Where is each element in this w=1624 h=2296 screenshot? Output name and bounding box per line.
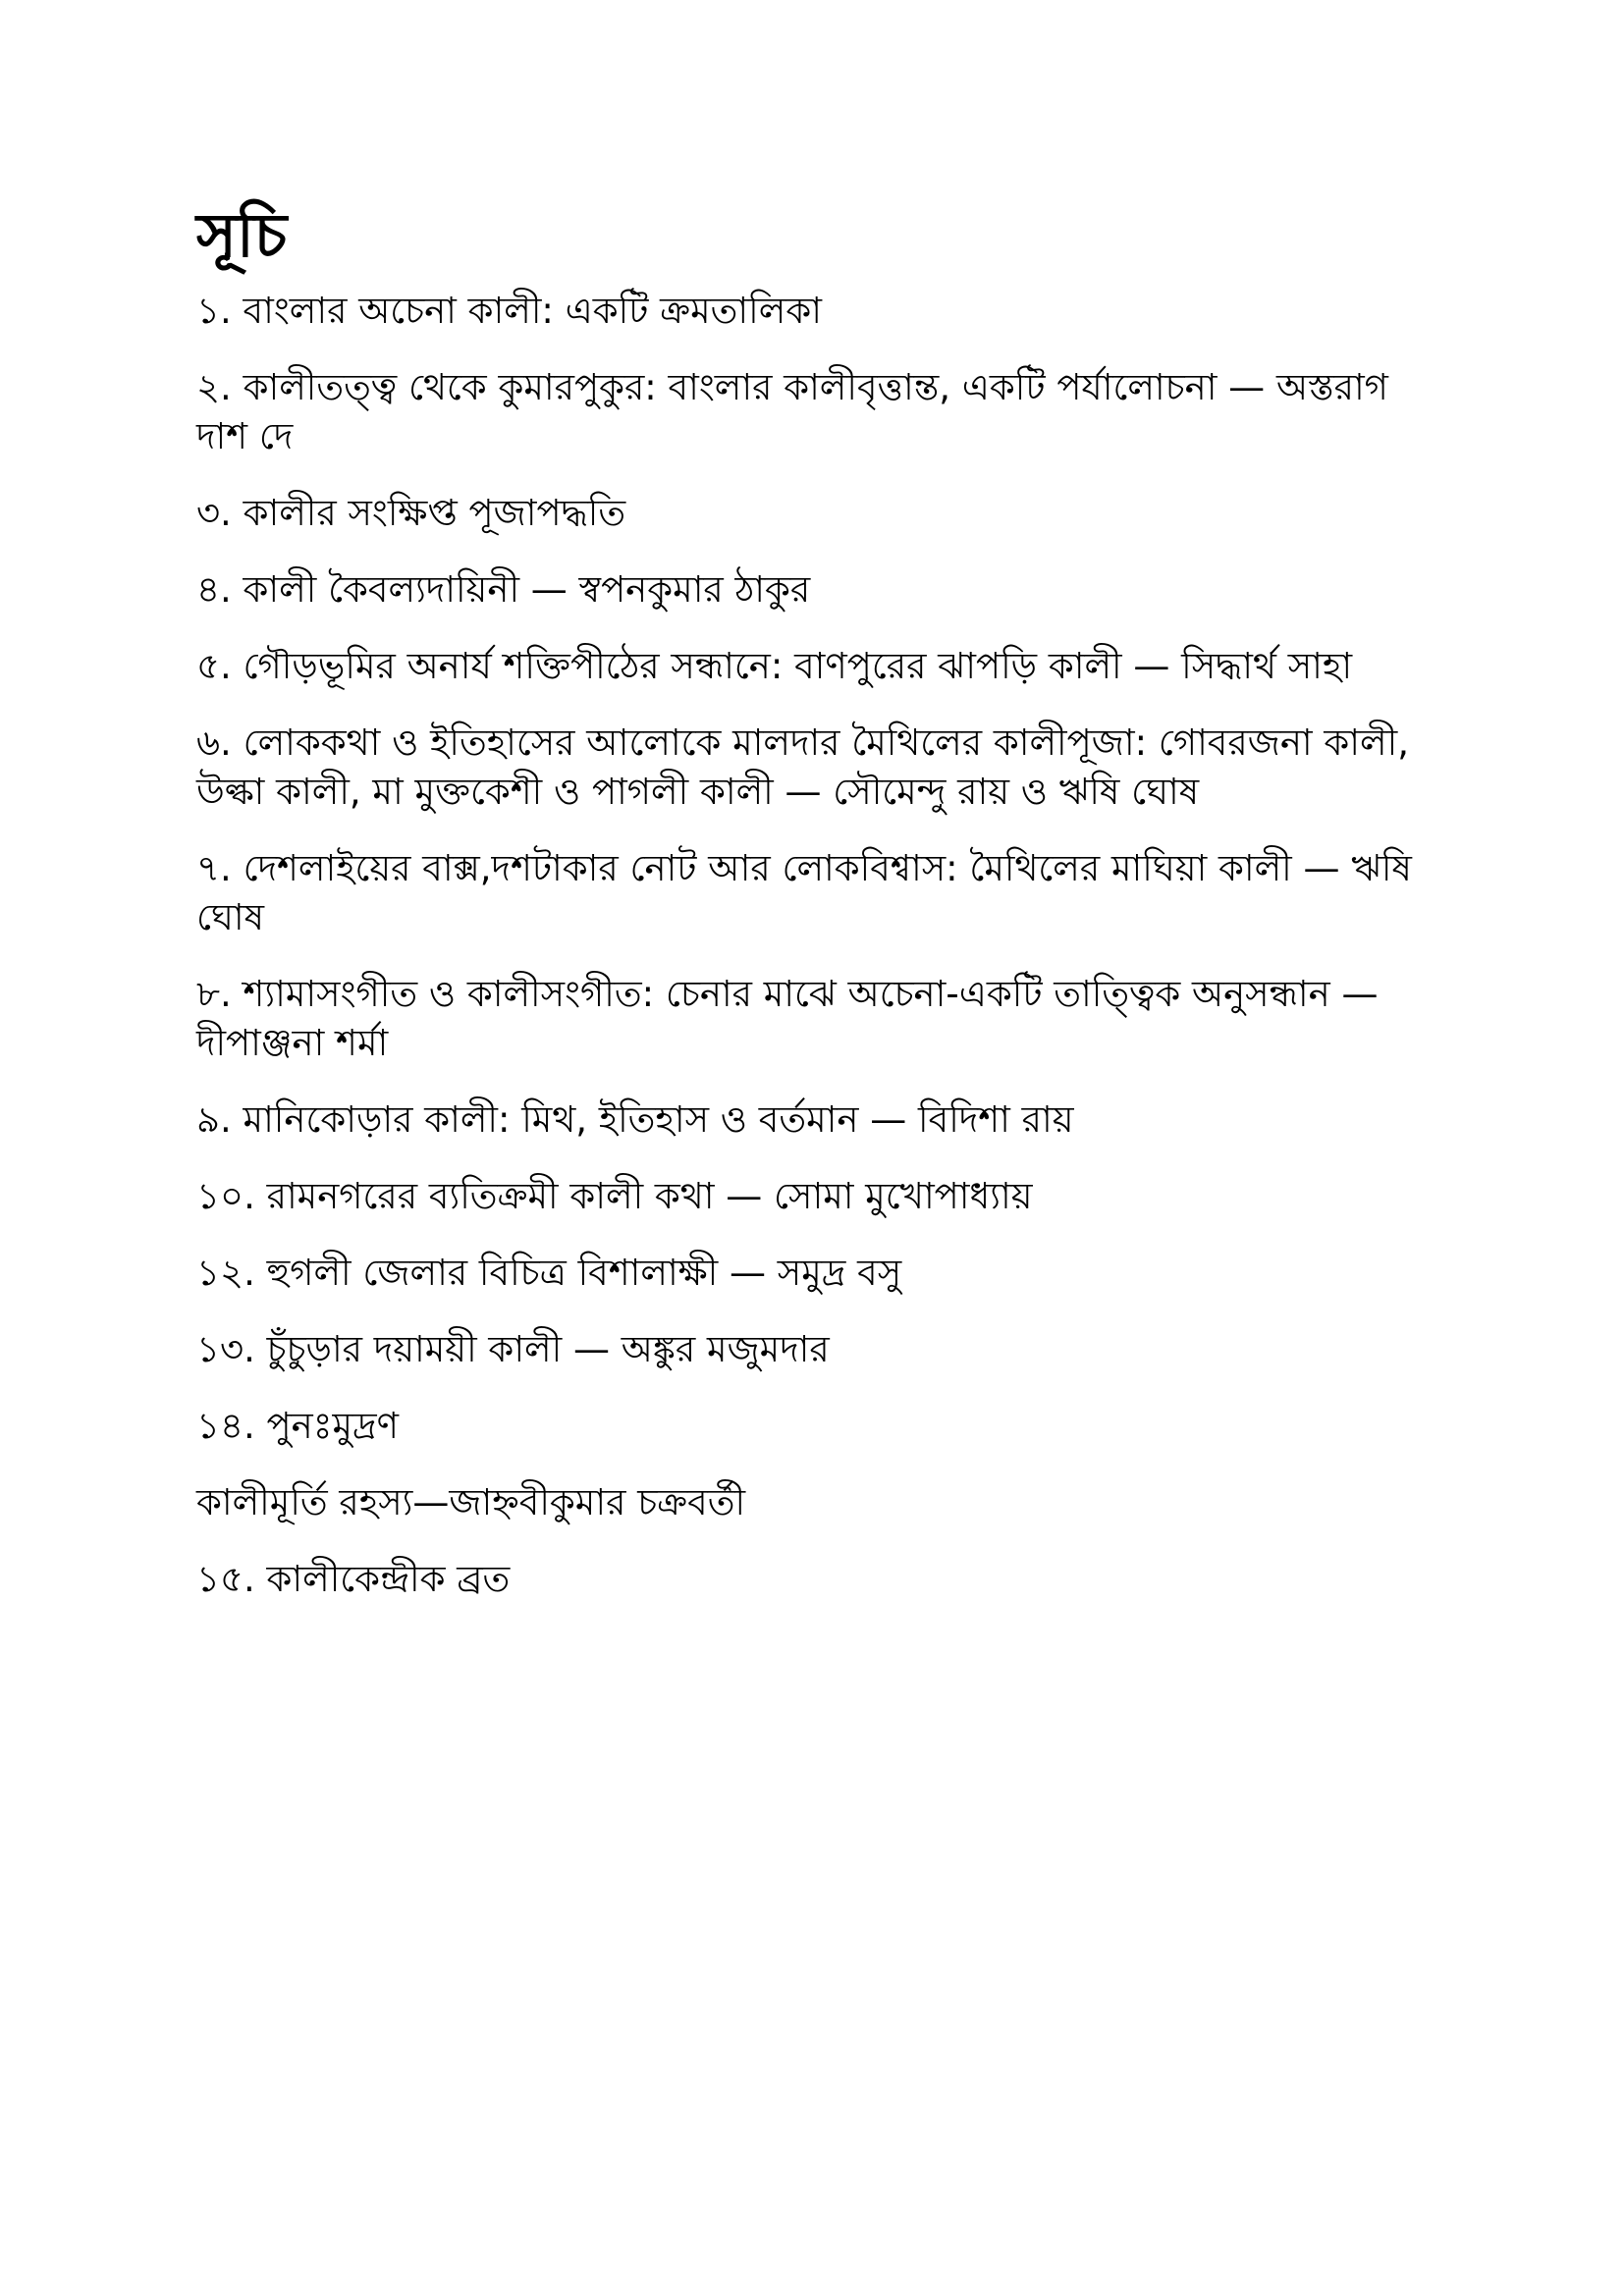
toc-entry-14: ১৪. পুনঃমুদ্রণ (196, 1405, 399, 1447)
toc-title: সূচি (196, 199, 288, 271)
toc-entry-2: ২. কালীতত্ত্ব থেকে কুমারপুকুর: বাংলার কালীবৃত্তান্ত, একটি পর্যালোচনা — অস্তরাগ দাশ দে (196, 366, 1388, 457)
toc-entry-5: ৫. গৌড়ভূমির অনার্য শক্তিপীঠের সন্ধানে: বাণপুরের ঝাপড়ি কালী — সিদ্ধার্থ সাহা (196, 645, 1353, 687)
toc-entry-7: ৭. দেশলাইয়ের বাক্স,দশটাকার নোট আর লোকবিশ্বাস: মৈথিলের মাঘিয়া কালী — ঋষি ঘোষ (196, 847, 1412, 938)
toc-entry-8: ৮. শ্যামাসংগীত ও কালীসংগীত: চেনার মাঝে অচেনা-একটি তাত্ত্বিক অনুসন্ধান — দীপাঞ্জনা শর্মা (196, 973, 1379, 1064)
toc-entry-9: ৯. মানিকোড়ার কালী: মিথ, ইতিহাস ও বর্তমান — বিদিশা রায় (196, 1098, 1074, 1141)
toc-entry-4: ৪. কালী কৈবল্যদায়িনী — স্বপনকুমার ঠাকুর (196, 568, 811, 611)
toc-entry-15: ১৫. কালীকেন্দ্রীক ব্রত (196, 1558, 511, 1600)
toc-list (196, 287, 1434, 1604)
toc-entry-12: ১২. হুগলী জেলার বিচিত্র বিশালাক্ষী — সমুদ্র বসু (196, 1252, 902, 1294)
toc-entry-6: ৬. লোককথা ও ইতিহাসের আলোকে মালদার মৈথিলের কালীপূজা: গোবরজনা কালী, উল্কা কালী, মা মুক্তকেশী ও পাগলী কালী — সৌমেন্দু রায় ও ঋষি ঘোষ (196, 721, 1409, 813)
toc-entry-10: ১০. রামনগরের ব্যতিক্রমী কালী কথা — সোমা মুখোপাধ্যায় (196, 1175, 1033, 1217)
toc-entry-1: ১. বাংলার অচেনা কালী: একটি ক্রমতালিকা (196, 290, 822, 332)
toc-entry-3: ৩. কালীর সংক্ষিপ্ত পূজাপদ্ধতি (196, 492, 626, 534)
toc-entry-14-subitem: কালীমূর্তি রহস্য—জাহ্নবীকুমার চক্রবর্তী (196, 1481, 746, 1523)
table-of-contents (196, 196, 1434, 1604)
toc-entry-13: ১৩. চুঁচুড়ার দয়াময়ী কালী — অঙ্কুর মজুমদার (196, 1328, 830, 1370)
